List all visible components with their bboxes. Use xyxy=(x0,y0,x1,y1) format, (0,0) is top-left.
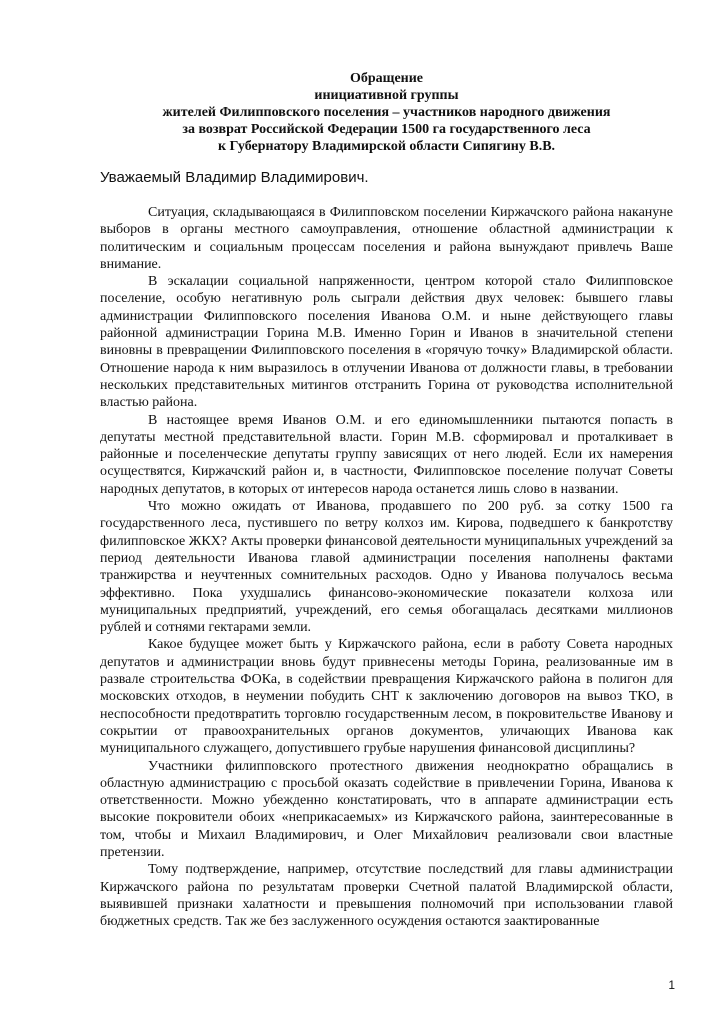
title-line: Обращение xyxy=(349,71,424,86)
document-title xyxy=(100,70,673,155)
title-line: к Губернатору Владимирской области Сипягину В.В. xyxy=(217,139,556,154)
document-body xyxy=(100,204,673,930)
paragraph: Тому подтверждение, например, отсутствие последствий для главы администрации Киржачского района по результатам проверки Счетной палатой Владимирской области, выявившей признаки халатности и превышения полномочий при использовании главой бюджетных средств. Так же без заслуженного осуждения остаются заактированные xyxy=(100,862,673,930)
title-line: жителей Филипповского поселения – участников народного движения xyxy=(162,105,611,120)
title-line: инициативной группы xyxy=(314,88,459,103)
paragraph: Что можно ожидать от Иванова, продавшего по 200 руб. за сотку 1500 га государственного леса, пустившего по ветру колхоз им. Кирова, подведшего к банкротству филипповское ЖКХ? Акты проверки финансовой деятельности муниципальных учреждений за период деятельности Иванова главой администрации поселения наполнены фактами транжирства и неучтенных сомнительных расходов. Одно у Иванова получалось весьма эффективно. Пока ухудшались финансово-экономические показатели колхоза или муниципальных предприятий, учреждений, его семья обогащалась десятками миллионов рублей и сотнями гектарами земли. xyxy=(100,499,673,636)
paragraph: Участники филипповского протестного движения неоднократно обращались в областную администрацию с просьбой оказать содействие в привлечении Горина, Иванова к ответственности. Можно убежденно констатировать, что в аппарате администрации есть высокие покровители обоих «неприкасаемых» из Киржачского района, заинтересованные в том, чтобы и Михаил Владимирович, и Олег Михайлович реализовали свои властные претензии. xyxy=(100,758,673,860)
paragraph: В эскалации социальной напряженности, центром которой стало Филипповское поселение, особую негативную роль сыграли действия двух человек: бывшего главы администрации Филипповского поселения Иванова О.М. и ныне действующего главы районной администрации Горина М.В. Именно Горин и Иванов в значительной степени виновны в превращении Филипповского поселения в «горячую точку» Владимирской области. Отношение народа к ним выразилось в отлучении Иванова от должности главы, в требовании нескольких представительных митингов отстранить Горина от руководства исполнительной властью района. xyxy=(100,274,673,411)
paragraph: Какое будущее может быть у Киржачского района, если в работу Совета народных депутатов и администрации вновь будут привнесены методы Горина, реализованные им в развале строительства ФОКа, в содействии превращения Киржачского района в полигон для московских отходов, в неумении побудить СНТ к заключению договоров на вывоз ТКО, в неспособности предотвратить торговлю государственным лесом, в покровительстве Иванову и сокрытии от правоохранительных органов документов, уличающих Иванова как муниципального служащего, допустившего грубые нарушения финансовой дисциплины? xyxy=(100,637,673,757)
title-line: за возврат Российской Федерации 1500 га государственного леса xyxy=(182,122,591,137)
page-number: 1 xyxy=(668,978,675,992)
greeting: Уважаемый Владимир Владимирович. xyxy=(100,169,369,186)
paragraph: В настоящее время Иванов О.М. и его единомышленники пытаются попасть в депутаты местной представительной власти. Горин М.В. сформировал и проталкивает в районные и поселенческие депутаты группу зависящих от него людей. Если их намерения осуществятся, Киржачский район и, в частности, Филипповское поселение получат Советы народных депутатов, в которых от интересов народа останется лишь слово в названии. xyxy=(100,412,673,497)
paragraph: Ситуация, складывающаяся в Филипповском поселении Киржачского района накануне выборов в органы местного самоуправления, отношение областной администрации к политическим и социальным процессам поселения и района вынуждают привлечь Ваше внимание. xyxy=(100,205,673,272)
